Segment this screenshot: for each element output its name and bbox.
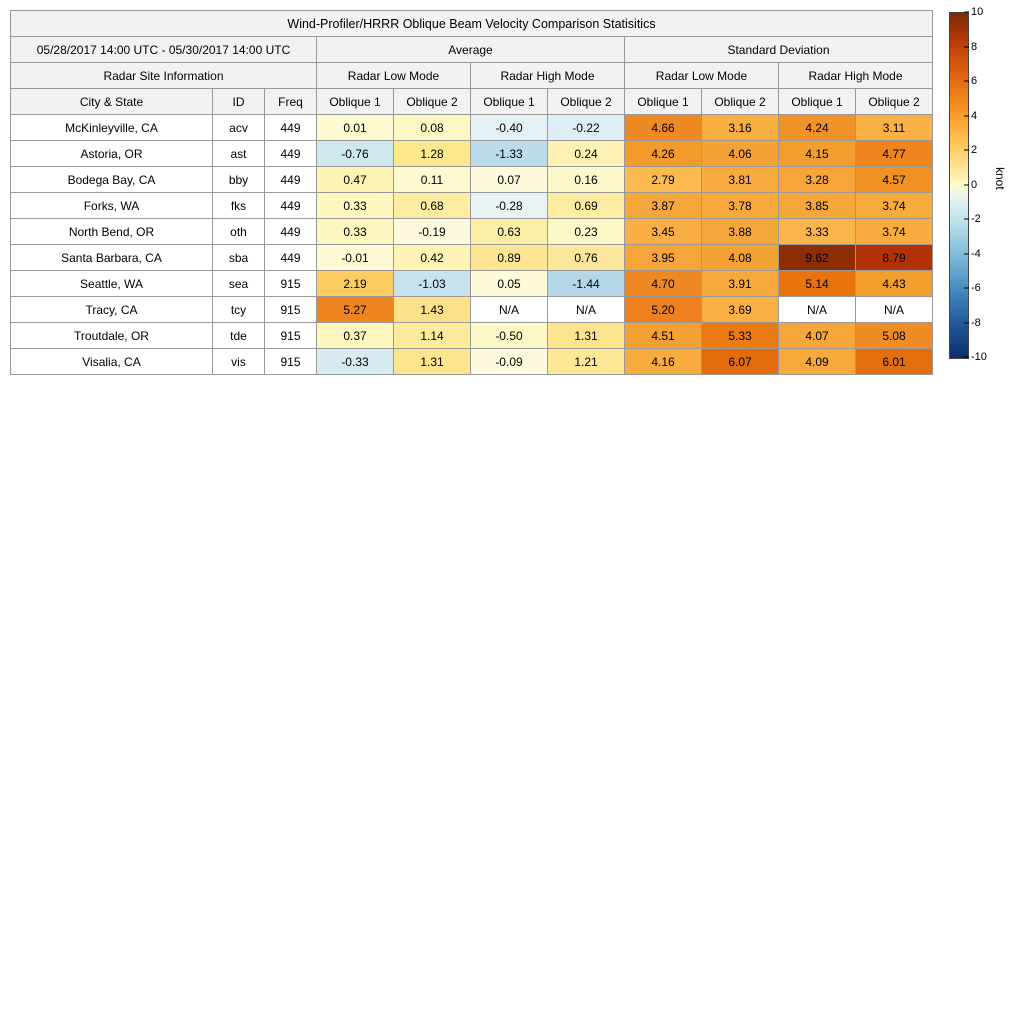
cell-value: 1.28 — [394, 141, 471, 167]
group-header-stddev: Standard Deviation — [625, 37, 933, 63]
cell-value: 3.87 — [625, 193, 702, 219]
cell-value: 3.78 — [702, 193, 779, 219]
colorbar-tick: -8 — [971, 317, 981, 329]
table-body — [11, 115, 933, 375]
cell-value: 3.81 — [702, 167, 779, 193]
cell-value: 3.28 — [779, 167, 856, 193]
cell-freq: 449 — [265, 141, 317, 167]
cell-id: tde — [213, 323, 265, 349]
cell-value: 3.85 — [779, 193, 856, 219]
column-header-avg-high-ob1: Oblique 1 — [471, 89, 548, 115]
mode-header-sd-low: Radar Low Mode — [625, 63, 779, 89]
cell-value: 1.31 — [394, 349, 471, 375]
table-row — [11, 167, 933, 193]
cell-value: 3.95 — [625, 245, 702, 271]
cell-value: 0.37 — [317, 323, 394, 349]
cell-value: 3.74 — [856, 219, 933, 245]
cell-value: 0.68 — [394, 193, 471, 219]
date-range: 05/28/2017 14:00 UTC - 05/30/2017 14:00 UTC — [11, 37, 317, 63]
cell-freq: 449 — [265, 219, 317, 245]
cell-value: 4.57 — [856, 167, 933, 193]
cell-value: 4.77 — [856, 141, 933, 167]
colorbar-tick: 6 — [971, 75, 977, 87]
cell-id: oth — [213, 219, 265, 245]
mode-header-avg-low: Radar Low Mode — [317, 63, 471, 89]
cell-value: 4.51 — [625, 323, 702, 349]
colorbar-gradient — [949, 12, 969, 359]
cell-value: 0.07 — [471, 167, 548, 193]
cell-freq: 449 — [265, 193, 317, 219]
cell-value: 0.11 — [394, 167, 471, 193]
cell-city: Seattle, WA — [11, 271, 213, 297]
table-row — [11, 349, 933, 375]
cell-value: -0.28 — [471, 193, 548, 219]
cell-value: -0.09 — [471, 349, 548, 375]
cell-city: McKinleyville, CA — [11, 115, 213, 141]
cell-city: Tracy, CA — [11, 297, 213, 323]
cell-value: 4.16 — [625, 349, 702, 375]
cell-value: 0.16 — [548, 167, 625, 193]
cell-value: 0.23 — [548, 219, 625, 245]
table-row — [11, 219, 933, 245]
table-title-row — [11, 11, 933, 37]
cell-id: sea — [213, 271, 265, 297]
column-header-avg-low-ob2: Oblique 2 — [394, 89, 471, 115]
cell-value: -0.22 — [548, 115, 625, 141]
column-header-avg-low-ob1: Oblique 1 — [317, 89, 394, 115]
colorbar-tick: -6 — [971, 282, 981, 294]
cell-value: 3.33 — [779, 219, 856, 245]
colorbar-tick: 10 — [971, 6, 983, 18]
cell-city: Santa Barbara, CA — [11, 245, 213, 271]
cell-value: 4.07 — [779, 323, 856, 349]
cell-city: Forks, WA — [11, 193, 213, 219]
mode-header-sd-high: Radar High Mode — [779, 63, 933, 89]
cell-value: 0.76 — [548, 245, 625, 271]
cell-value: 0.33 — [317, 193, 394, 219]
cell-value: 3.91 — [702, 271, 779, 297]
cell-freq: 915 — [265, 297, 317, 323]
table-group-row — [11, 37, 933, 63]
colorbar-tick: 8 — [971, 41, 977, 53]
cell-value: 4.15 — [779, 141, 856, 167]
cell-value: 4.66 — [625, 115, 702, 141]
cell-value: 1.31 — [548, 323, 625, 349]
cell-id: tcy — [213, 297, 265, 323]
cell-value: 2.79 — [625, 167, 702, 193]
cell-value: 9.62 — [779, 245, 856, 271]
statistics-table — [10, 10, 933, 375]
cell-city: North Bend, OR — [11, 219, 213, 245]
mode-header-avg-high: Radar High Mode — [471, 63, 625, 89]
column-header-sd-low-ob1: Oblique 1 — [625, 89, 702, 115]
cell-value: 6.07 — [702, 349, 779, 375]
colorbar-tick: 4 — [971, 110, 977, 122]
cell-value: -0.76 — [317, 141, 394, 167]
cell-value: 1.21 — [548, 349, 625, 375]
colorbar-tick: -10 — [971, 351, 987, 363]
colorbar-tick: 2 — [971, 144, 977, 156]
cell-value: 4.43 — [856, 271, 933, 297]
cell-value: 0.24 — [548, 141, 625, 167]
cell-value: 0.89 — [471, 245, 548, 271]
table-row — [11, 323, 933, 349]
cell-value: 5.27 — [317, 297, 394, 323]
cell-value: 4.24 — [779, 115, 856, 141]
cell-value: 3.69 — [702, 297, 779, 323]
column-header-city: City & State — [11, 89, 213, 115]
table-row — [11, 271, 933, 297]
group-header-average: Average — [317, 37, 625, 63]
cell-freq: 449 — [265, 167, 317, 193]
cell-value: 4.70 — [625, 271, 702, 297]
colorbar-tick: -2 — [971, 213, 981, 225]
cell-value: 3.88 — [702, 219, 779, 245]
table-column-header-row — [11, 89, 933, 115]
table-row — [11, 115, 933, 141]
cell-id: vis — [213, 349, 265, 375]
column-header-sd-high-ob1: Oblique 1 — [779, 89, 856, 115]
cell-value: N/A — [779, 297, 856, 323]
cell-value: 0.47 — [317, 167, 394, 193]
cell-value: 4.26 — [625, 141, 702, 167]
cell-value: 4.09 — [779, 349, 856, 375]
cell-value: 0.08 — [394, 115, 471, 141]
cell-value: 4.08 — [702, 245, 779, 271]
group-header-site-info: Radar Site Information — [11, 63, 317, 89]
column-header-freq: Freq — [265, 89, 317, 115]
cell-city: Astoria, OR — [11, 141, 213, 167]
cell-value: -1.03 — [394, 271, 471, 297]
cell-value: 0.69 — [548, 193, 625, 219]
colorbar — [949, 6, 1019, 372]
table-row — [11, 193, 933, 219]
cell-value: 8.79 — [856, 245, 933, 271]
cell-id: bby — [213, 167, 265, 193]
column-header-avg-high-ob2: Oblique 2 — [548, 89, 625, 115]
cell-id: ast — [213, 141, 265, 167]
cell-value: 3.74 — [856, 193, 933, 219]
colorbar-tick: -4 — [971, 248, 981, 260]
cell-value: 0.33 — [317, 219, 394, 245]
cell-value: -0.33 — [317, 349, 394, 375]
cell-value: 0.01 — [317, 115, 394, 141]
colorbar-tick: 0 — [971, 179, 977, 191]
cell-freq: 915 — [265, 323, 317, 349]
cell-value: N/A — [471, 297, 548, 323]
cell-freq: 449 — [265, 245, 317, 271]
table-row — [11, 245, 933, 271]
cell-value: 3.11 — [856, 115, 933, 141]
cell-value: 5.33 — [702, 323, 779, 349]
cell-value: 1.43 — [394, 297, 471, 323]
cell-value: 6.01 — [856, 349, 933, 375]
cell-value: 5.20 — [625, 297, 702, 323]
cell-value: 1.14 — [394, 323, 471, 349]
cell-value: 3.16 — [702, 115, 779, 141]
cell-value: N/A — [548, 297, 625, 323]
cell-value: 0.05 — [471, 271, 548, 297]
table-row — [11, 141, 933, 167]
cell-id: sba — [213, 245, 265, 271]
cell-value: -0.50 — [471, 323, 548, 349]
cell-value: -0.19 — [394, 219, 471, 245]
cell-value: 4.06 — [702, 141, 779, 167]
cell-value: -0.01 — [317, 245, 394, 271]
cell-freq: 915 — [265, 349, 317, 375]
page-title: Wind-Profiler/HRRR Oblique Beam Velocity Comparison Statisitics — [11, 11, 933, 37]
cell-id: acv — [213, 115, 265, 141]
cell-city: Bodega Bay, CA — [11, 167, 213, 193]
cell-id: fks — [213, 193, 265, 219]
cell-value: 0.42 — [394, 245, 471, 271]
cell-city: Troutdale, OR — [11, 323, 213, 349]
cell-value: -1.33 — [471, 141, 548, 167]
cell-value: 5.08 — [856, 323, 933, 349]
column-header-sd-high-ob2: Oblique 2 — [856, 89, 933, 115]
column-header-sd-low-ob2: Oblique 2 — [702, 89, 779, 115]
cell-freq: 915 — [265, 271, 317, 297]
cell-freq: 449 — [265, 115, 317, 141]
cell-value: -0.40 — [471, 115, 548, 141]
column-header-id: ID — [213, 89, 265, 115]
cell-value: 3.45 — [625, 219, 702, 245]
table-mode-row — [11, 63, 933, 89]
cell-value: 0.63 — [471, 219, 548, 245]
cell-value: N/A — [856, 297, 933, 323]
cell-city: Visalia, CA — [11, 349, 213, 375]
cell-value: 2.19 — [317, 271, 394, 297]
cell-value: 5.14 — [779, 271, 856, 297]
table-row — [11, 297, 933, 323]
cell-value: -1.44 — [548, 271, 625, 297]
colorbar-label: knot — [993, 167, 1007, 190]
